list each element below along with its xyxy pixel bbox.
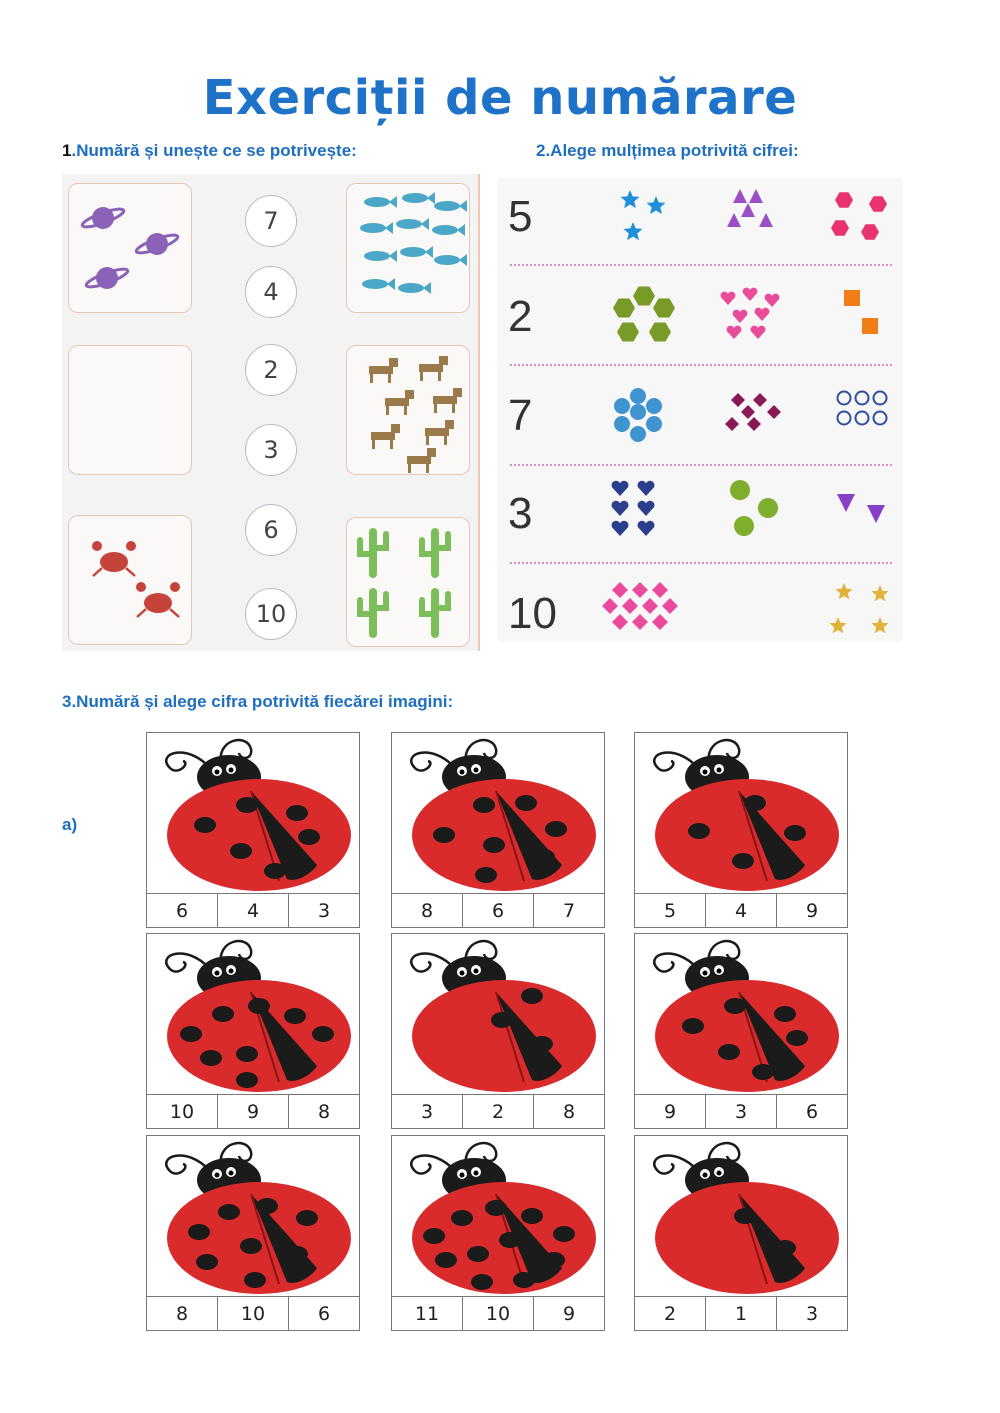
page-title: Exerciții de numărare <box>202 70 798 126</box>
ladybug-card <box>391 732 605 928</box>
answer-options <box>392 893 604 928</box>
section1-number: 1 <box>62 141 72 160</box>
dogs-icon <box>347 346 469 474</box>
picture-card-dogs[interactable] <box>346 345 470 475</box>
ladybug-spot <box>312 1026 334 1042</box>
ladybug-spot <box>423 1228 445 1244</box>
answer-options <box>635 1296 847 1331</box>
answer-options <box>635 893 847 928</box>
answer-option[interactable]: 3 <box>706 1095 777 1129</box>
picture-card-moons[interactable] <box>68 345 192 475</box>
ladybug-icon <box>392 733 604 893</box>
answer-option[interactable]: 8 <box>562 1101 576 1123</box>
answer-options <box>635 1094 847 1129</box>
number-circle-4[interactable]: 4 <box>245 266 297 318</box>
ladybug-spot <box>212 1006 234 1022</box>
moons-icon <box>69 346 191 474</box>
answer-options <box>392 1094 604 1129</box>
ladybug-spot <box>471 1274 493 1290</box>
item-label: a) <box>62 815 78 834</box>
ladybug-icon <box>392 1136 604 1296</box>
ladybug-spot <box>467 1246 489 1262</box>
ladybug-spot <box>491 1012 513 1028</box>
ladybug-spot <box>718 1044 740 1060</box>
exercise1-panel <box>62 174 478 651</box>
ladybug-spot <box>483 837 505 853</box>
ladybug-icon <box>147 1136 359 1296</box>
ladybug-spot <box>682 1018 704 1034</box>
sets-icons <box>498 178 902 642</box>
answer-option[interactable]: 2 <box>635 1297 706 1331</box>
ladybug-spot <box>218 1204 240 1220</box>
ladybug-icon <box>635 733 847 893</box>
answer-option[interactable]: 11 <box>392 1297 463 1331</box>
answer-option[interactable]: 5 <box>635 894 706 928</box>
section1-heading-text: .Numără și unește ce se potrivește: <box>71 141 357 160</box>
answer-option[interactable]: 8 <box>317 1101 331 1123</box>
row-number-2: 2 <box>508 292 533 341</box>
ladybug-spot <box>194 817 216 833</box>
ladybug-card <box>391 1135 605 1331</box>
ladybug-icon <box>147 733 359 893</box>
answer-option[interactable]: 6 <box>463 894 534 928</box>
ladybug-card <box>146 732 360 928</box>
number-circle-2[interactable]: 2 <box>245 344 297 396</box>
ladybug-spot <box>256 1198 278 1214</box>
ladybug-spot <box>744 795 766 811</box>
ladybug-spot <box>264 863 286 879</box>
answer-option[interactable]: 6 <box>805 1101 819 1123</box>
answer-option[interactable]: 4 <box>706 894 777 928</box>
ladybug-spot <box>236 1046 258 1062</box>
answer-option[interactable]: 3 <box>392 1095 463 1129</box>
answer-option[interactable]: 3 <box>805 1303 819 1325</box>
ladybug-spot <box>774 1006 796 1022</box>
answer-options <box>147 1296 359 1331</box>
ladybug-spot <box>236 797 258 813</box>
answer-option[interactable]: 10 <box>463 1297 534 1331</box>
row-number-3: 3 <box>508 489 533 538</box>
picture-card-cacti[interactable] <box>346 517 470 647</box>
answer-option[interactable]: 6 <box>147 894 218 928</box>
ladybug-spot <box>688 823 710 839</box>
ladybug-spot <box>286 1246 308 1262</box>
fish-icon <box>347 184 469 312</box>
ladybug-spot <box>288 1056 310 1072</box>
answer-option[interactable]: 9 <box>805 900 819 922</box>
answer-option[interactable]: 9 <box>218 1095 289 1129</box>
ladybug-card <box>146 1135 360 1331</box>
ladybug-spot <box>435 1252 457 1268</box>
ladybug-spot <box>545 821 567 837</box>
section2-heading: 2.Alege mulțimea potrivită cifrei: <box>536 141 799 160</box>
ladybug-spot <box>724 998 746 1014</box>
row-number-5: 5 <box>508 192 533 241</box>
ladybug-spot <box>521 1208 543 1224</box>
ladybug-spot <box>240 1238 262 1254</box>
answer-option[interactable]: 1 <box>706 1297 777 1331</box>
answer-option[interactable]: 9 <box>635 1095 706 1129</box>
answer-options <box>392 1296 604 1331</box>
answer-options <box>147 1094 359 1129</box>
picture-card-planets[interactable] <box>68 183 192 313</box>
ladybug-spot <box>236 1072 258 1088</box>
ladybug-card <box>391 933 605 1129</box>
ladybug-spot <box>531 1036 553 1052</box>
picture-card-crabs[interactable] <box>68 515 192 645</box>
ladybug-spot <box>188 1224 210 1240</box>
ladybug-spot <box>298 829 320 845</box>
ladybug-spot <box>200 1050 222 1066</box>
number-circle-7[interactable]: 7 <box>245 195 297 247</box>
exercise2-panel <box>498 178 902 642</box>
answer-option[interactable]: 6 <box>317 1303 331 1325</box>
ladybug-spot <box>553 1226 575 1242</box>
section3-heading: 3.Numără și alege cifra potrivită fiecărei imagini: <box>62 692 454 711</box>
ladybug-card <box>146 933 360 1129</box>
ladybug-icon <box>392 934 604 1094</box>
ladybug-spot <box>296 1210 318 1226</box>
answer-option[interactable]: 4 <box>218 894 289 928</box>
section1-heading <box>62 141 357 161</box>
ladybug-spot <box>752 1064 774 1080</box>
ladybug-spot <box>230 843 252 859</box>
answer-option[interactable]: 3 <box>317 900 331 922</box>
number-circle-6[interactable]: 6 <box>245 504 297 556</box>
ladybug-spot <box>485 1200 507 1216</box>
answer-option[interactable]: 10 <box>218 1297 289 1331</box>
ladybug-spot <box>521 988 543 1004</box>
ladybug-spot <box>513 1272 535 1288</box>
ladybug-spot <box>499 1232 521 1248</box>
ladybug-card <box>634 933 848 1129</box>
answer-option[interactable]: 8 <box>147 1297 218 1331</box>
ladybug-card <box>634 1135 848 1331</box>
ladybug-spot <box>284 1008 306 1024</box>
ladybug-spot <box>734 1208 756 1224</box>
crabs-icon <box>69 516 191 644</box>
ladybug-spot <box>475 867 497 883</box>
ladybug-spot <box>515 795 537 811</box>
ladybug-spot <box>774 1240 796 1256</box>
ladybug-icon <box>635 934 847 1094</box>
ladybug-spot <box>196 1254 218 1270</box>
ladybug-spot <box>473 797 495 813</box>
answer-options <box>147 893 359 928</box>
ladybug-icon <box>147 934 359 1094</box>
ladybug-spot <box>248 998 270 1014</box>
answer-option[interactable]: 7 <box>562 900 576 922</box>
ladybug-icon <box>635 1136 847 1296</box>
answer-option[interactable]: 8 <box>392 894 463 928</box>
answer-option[interactable]: 10 <box>147 1095 218 1129</box>
planets-icon <box>69 184 191 312</box>
ladybug-spot <box>244 1272 266 1288</box>
divider <box>478 174 480 651</box>
ladybug-spot <box>286 805 308 821</box>
number-circle-10[interactable]: 10 <box>245 588 297 640</box>
row-number-10: 10 <box>508 589 557 638</box>
answer-option[interactable]: 9 <box>562 1303 576 1325</box>
ladybug-spot <box>533 849 555 865</box>
ladybug-spot <box>784 825 806 841</box>
ladybug-spot <box>433 827 455 843</box>
ladybug-spot <box>180 1026 202 1042</box>
ladybug-spot <box>786 1030 808 1046</box>
picture-card-fish[interactable] <box>346 183 470 313</box>
cactus-icon <box>347 518 469 646</box>
ladybug-spot <box>543 1252 565 1268</box>
ladybug-spot <box>732 853 754 869</box>
number-circle-3[interactable]: 3 <box>245 424 297 476</box>
ladybug-card <box>634 732 848 928</box>
answer-option[interactable]: 2 <box>463 1095 534 1129</box>
row-number-7: 7 <box>508 391 533 440</box>
ladybug-spot <box>451 1210 473 1226</box>
